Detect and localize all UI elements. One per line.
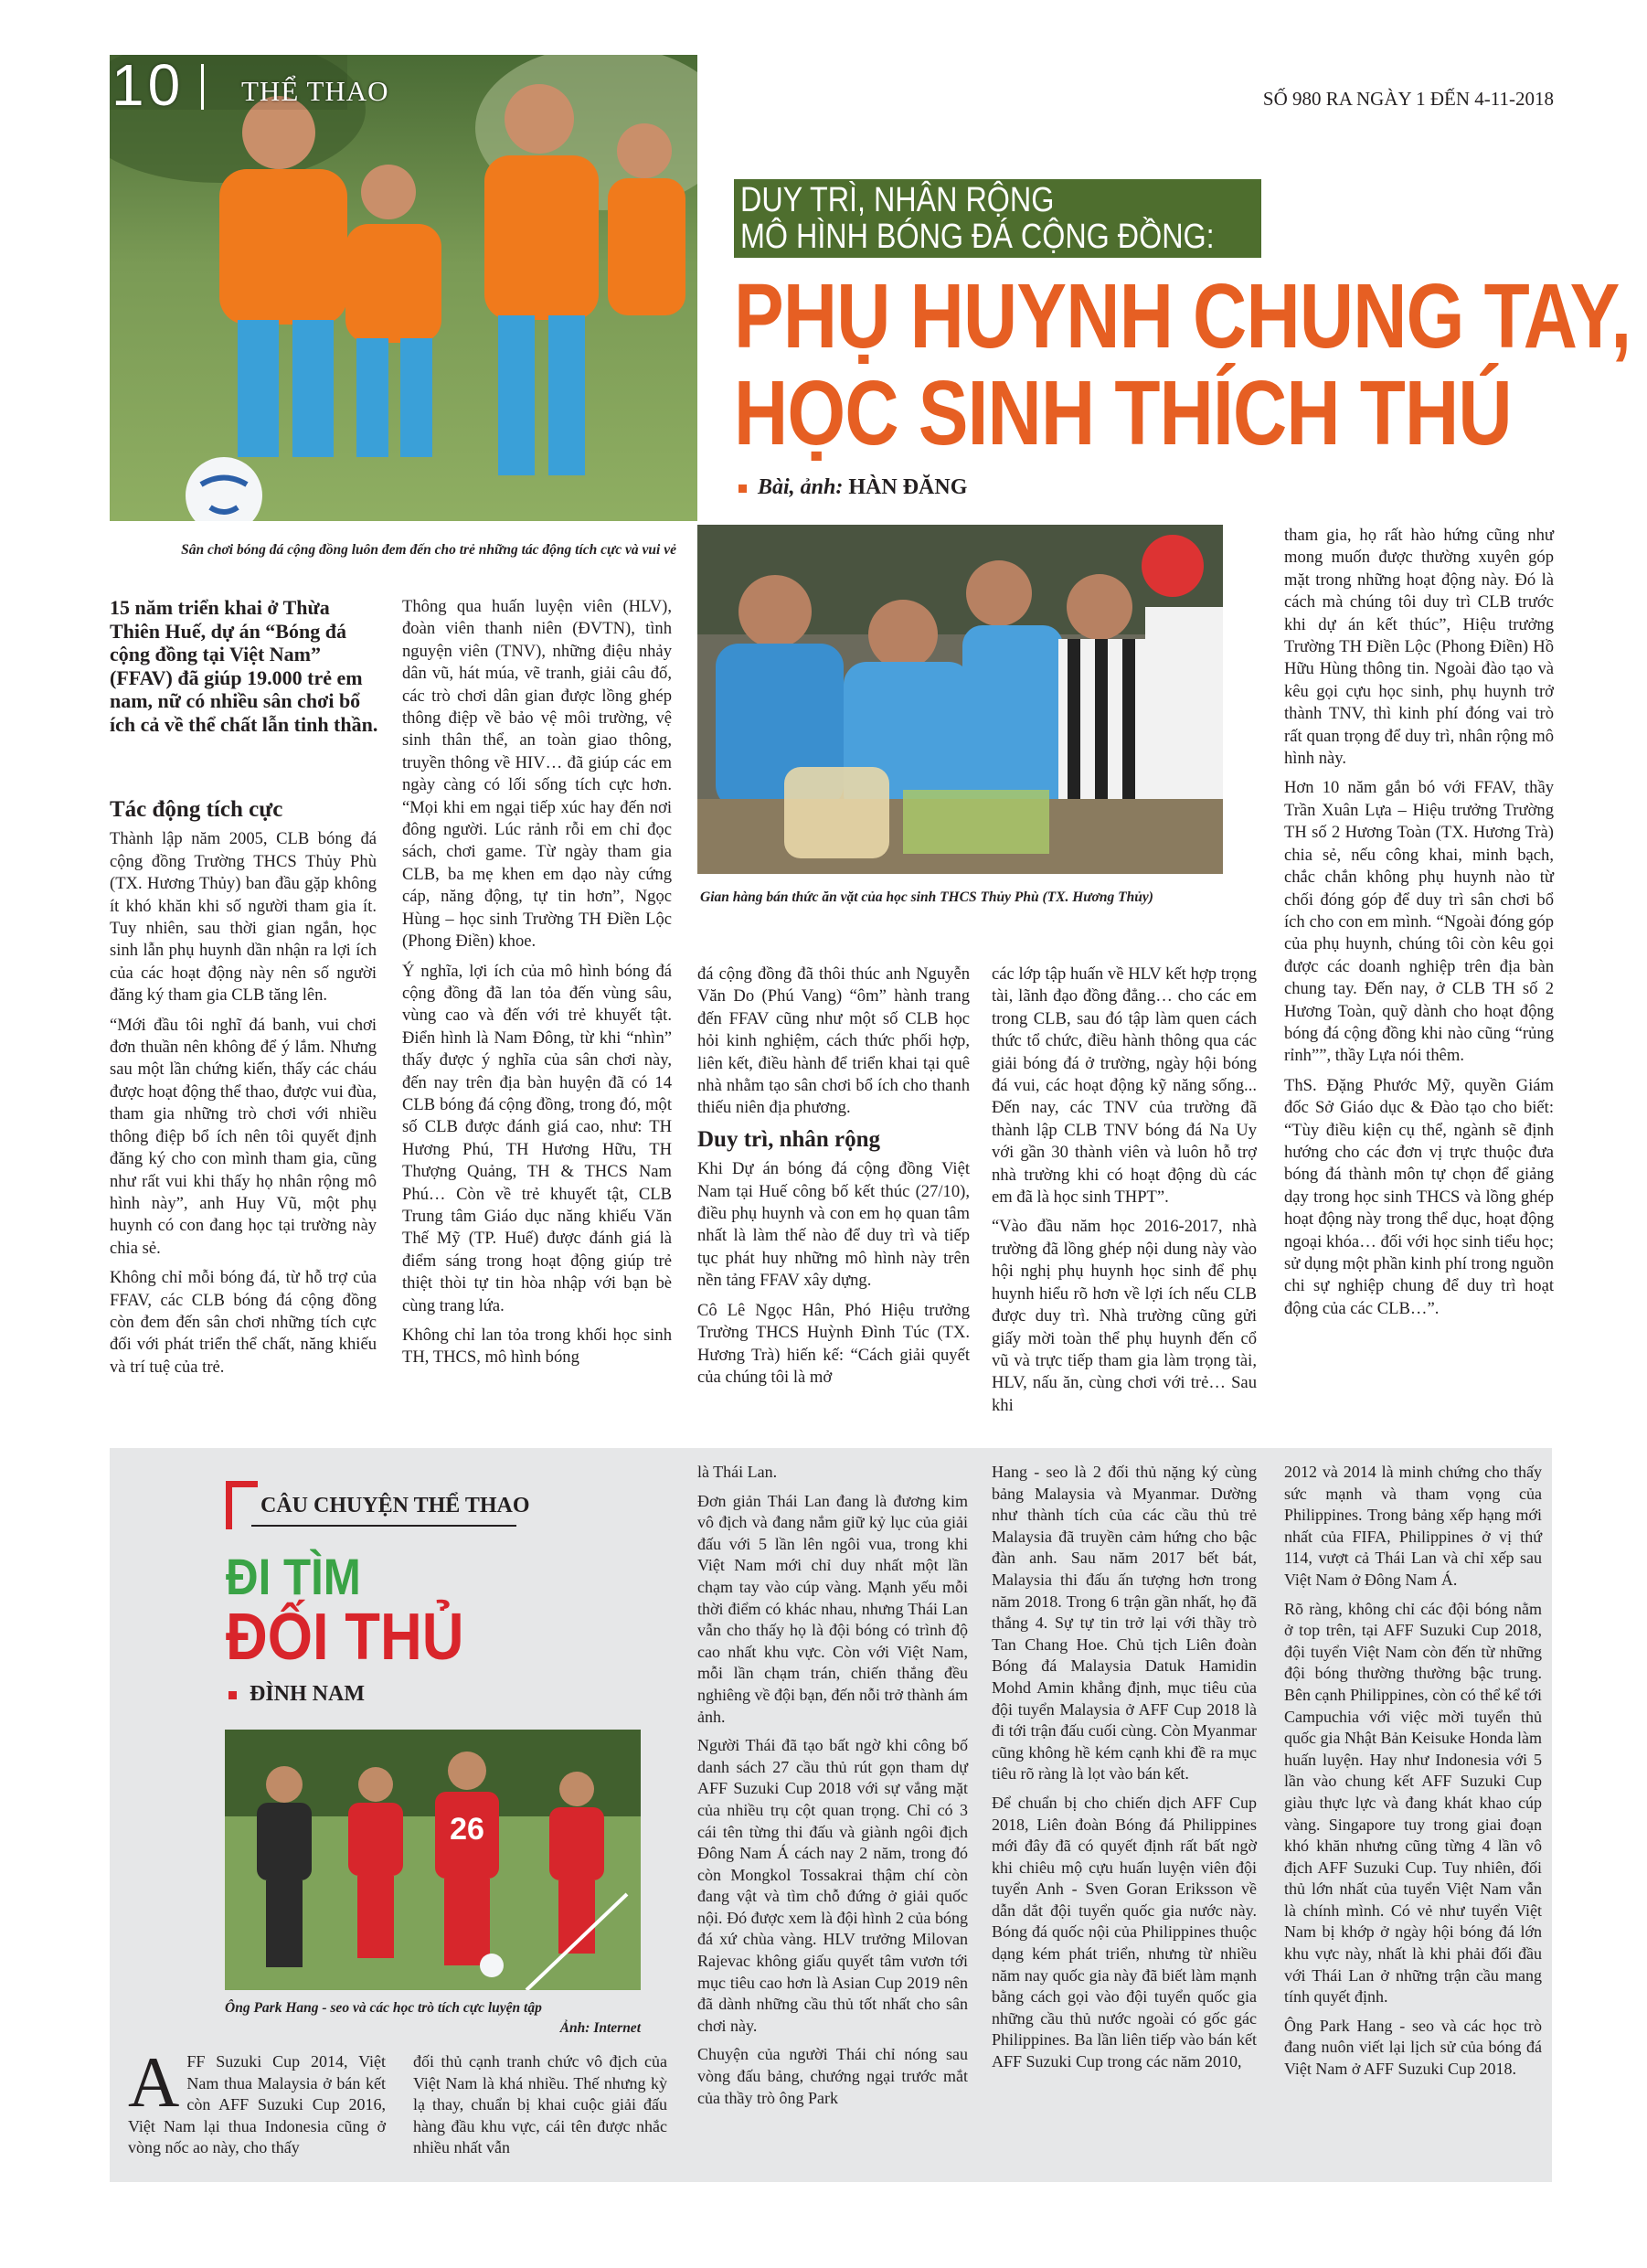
story-author <box>228 1682 365 1707</box>
story-col3-paragraph-3: Người Thái đã tạo bất ngờ khi công bố danh sách 27 cầu thủ rút gọn tham dự AFF Suzuki Cup 2018 với sự vắng mặt của nhiều trụ cột quan trọng. Chỉ có 3 cái tên từng thi đấu và giành ngôi địch Đông Nam Á cách nay 2 năm, trong đó còn Mongkol Tossakrai thậm chí còn đang vật và tìm chỗ đứng ở giải quốc nội. Đó được xem là đội hình 2 của bóng đá xứ chùa vàng. HLV trưởng Milovan Rajevac không giấu quyết tâm vươn tới mục tiêu cao hơn là Asian Cup 2019 nên đã dành những cầu thủ tốt nhất cho sân chơi này. <box>697 1736 968 2035</box>
subheading-duy-tri: Duy trì, nhân rộng <box>697 1126 881 1152</box>
article-column-2 <box>402 596 672 1377</box>
page-number-divider <box>201 64 204 110</box>
col1-paragraph-3: Không chỉ mỗi bóng đá, từ hỗ trợ của FFAV, các CLB bóng đá cộng đồng còn đem đến sân chơi những tích cực đối với phát triển thể chất, năng khiếu và trí tuệ của trẻ. <box>110 1268 377 1377</box>
story-author-bullet <box>228 1691 237 1699</box>
col4-paragraph-2: “Vào đầu năm học 2016-2017, nhà trường đã lồng ghép nội dung này vào hội nghị phụ huynh học sinh để phụ huynh hiểu rõ hơn về lợi ích nếu CLB được duy trì. Nhà trường cũng gửi giấy mời toàn thể phụ huynh đến cổ vũ và trực tiếp tham gia làm trọng tài, HLV, nấu ăn, cùng chơi với trẻ… Sau khi <box>992 1217 1257 1415</box>
story-col5-paragraph-1: 2012 và 2014 là minh chứng cho thấy sức mạnh và tham vọng của Philippines. Trong bảng xếp hạng mới nhất của FIFA, Philippines ở vị thứ 114, vượt cả Thái Lan và chỉ xếp sau Việt Nam ở Đông Nam Á. <box>1284 1463 1542 1589</box>
photo-kids-playing <box>110 52 697 521</box>
article-column-4 <box>992 964 1257 1424</box>
col5-paragraph-1: tham gia, họ rất hào hứng cũng như mong muốn được thường xuyên góp mặt trong những hoạt động này. Đó là cách mà chúng tôi duy trì CLB trước khi dự án kết thúc”, Hiệu trưởng Trường TH Điền Lộc (Phong Điền) Hồ Hữu Hùng thông tin. Ngoài đào tạo và kêu gọi cựu học sinh, phụ huynh trở thành TNV, thì kinh phí đóng vai trò rất quan trọng để duy trì, nhân rộng mô hình này. <box>1284 526 1554 769</box>
photo-food-stall-image <box>697 525 1223 874</box>
svg-text:26: 26 <box>450 1812 484 1847</box>
photo2-caption: Gian hàng bán thức ăn vặt của học sinh THCS Thủy Phù (TX. Hương Thủy) <box>700 889 1153 905</box>
col5-paragraph-3: ThS. Đặng Phước Mỹ, quyền Giám đốc Sở Giáo dục & Đào tạo cho biết: “Tùy điều kiện cụ thể, ngành sẽ định hướng cho các đơn vị trực thuộc đưa bóng đá thành môn tự chọn để giảng dạy trong học sinh THCS và lồng ghép hoạt động này trong thể dục, hoạt động ngoại khóa… đối với học sinh tiểu học; sử dụng một phần kinh phí trong nguồn chi sự nghiệp chung để duy trì hoạt động của các CLB…”. <box>1284 1075 1554 1318</box>
col3-paragraph-1: đá cộng đồng đã thôi thúc anh Nguyễn Văn Do (Phú Vang) “ôm” hành trang đến FFAV cũng như một số CLB học hỏi kinh nghiệm, cách thức phối hợp, liên kết, điều hành để triển khai tại quê nhà nhằm tạo sân chơi bổ ích cho thanh thiếu niên địa phương. <box>697 964 970 1118</box>
story-col2-paragraph-1: đối thủ cạnh tranh chức vô địch của Việt Nam là khá nhiều. Thế nhưng kỳ lạ thay, chuẩn bị khai cuộc giải đấu hàng đầu khu vực, cái tên được nhắc nhiều nhất vẫn <box>413 2052 667 2157</box>
byline-label: Bài, ảnh: <box>758 475 844 499</box>
story-column-5 <box>1284 1462 1542 2088</box>
photo-food-stall <box>697 525 1223 874</box>
col3-paragraph-2: Khi Dự án bóng đá cộng đồng Việt Nam tại Huế công bố kết thúc (27/10), điều phụ huynh và con em họ quan tâm nhất là làm thế nào để duy trì và tiếp tục phát huy những mô hình này trên nền tảng FFAV xây dựng. <box>697 1159 970 1291</box>
col3-paragraph-3: Cô Lê Ngọc Hân, Phó Hiệu trưởng Trường THCS Huỳnh Đình Túc (TX. Hương Trà) hiến kế: “Cách giải quyết của chúng tôi là mở <box>697 1300 970 1387</box>
photo-kids-playing-image <box>110 52 697 521</box>
section-label: THỂ THAO <box>241 75 389 107</box>
story-column-4 <box>992 1462 1257 2081</box>
story-col4-paragraph-2: Để chuẩn bị cho chiến dịch AFF Cup 2018, Liên đoàn Bóng đá Philippines mới đây đã có quyết định rất bất ngờ khi chiêu mộ cựu huấn luyện viên đội tuyển Anh - Sven Goran Eriksson về dẫn dắt đội tuyển quốc gia nước này. Bóng đá quốc nội của Philippines thuộc dạng kém phát triển, nhưng từ nhiều năm nay quốc gia này đã biết làm mạnh bằng cách gọi vào đội tuyển quốc gia những cầu thủ nước ngoài có gốc gác Philippines. Ba lần liên tiếp vào bán kết AFF Suzuki Cup trong các năm 2010, <box>992 1793 1257 2071</box>
col5-paragraph-2: Hơn 10 năm gắn bó với FFAV, thầy Trần Xuân Lựa – Hiệu trưởng Trường TH số 2 Hương Toàn (TX. Hương Trà) chia sẻ, nếu công khai, minh bạch, chắc chắn không phụ huynh nào từ chối đóng góp để duy trì sân chơi bổ ích cho con em mình. “Ngoài đóng góp của phụ huynh, chúng tôi còn kêu gọi được các doanh nghiệp trên địa bàn chung tay. Đến nay, ở CLB TH số 2 Hương Toàn, quỹ dành cho hoạt động bóng đá cộng đồng khi nào cũng “rủng rỉnh””, thầy Lựa nói thêm. <box>1284 778 1554 1066</box>
story-col3-paragraph-4: Chuyện của người Thái chỉ nóng sau vòng đấu bảng, chướng ngại trước mắt của thầy trò ông Park <box>697 2045 968 2107</box>
story-title-line-2: ĐỐI THỦ <box>226 1601 464 1674</box>
byline <box>738 475 967 500</box>
story-title-line-1: ĐI TÌM <box>226 1548 361 1605</box>
story-column-3 <box>697 1462 968 2116</box>
story-col5-paragraph-2: Rõ ràng, không chỉ các đội bóng nằm ở top trên, tại AFF Suzuki Cup 2018, đội tuyển Việt Nam còn đến từ những đội bóng thường thường bậc trung. Bên cạnh Philippines, còn có thể kể tới Campuchia với việc mời tuyển thủ quốc gia Nhật Bản Keisuke Honda làm huấn luyện. Hay như Indonesia với 5 lần vào chung kết AFF Suzuki Cup giàu thực lực và đang khát khao cúp vàng. Singapore tuy trong giai đoạn khó khăn nhưng cũng từng 4 lần vô địch AFF Suzuki Cup. Tuy nhiên, đối thủ lớn nhất của tuyển Việt Nam vẫn là chính mình. Có vẻ như tuyển Việt Nam bị khớp ở ngày hội bóng đá lớn khu vực này, nhất là khi phải đối đầu với Thái Lan ở những trận cầu mang tính quyết định. <box>1284 1599 1542 2007</box>
photo-park-hang-seo <box>225 1730 641 1990</box>
byline-author: HÀN ĐĂNG <box>848 475 968 499</box>
lead-paragraph: 15 năm triển khai ở Thừa Thiên Huế, dự án “Bóng đá cộng đồng tại Việt Nam” (FFAV) đã giúp 19.000 trẻ em nam, nữ có nhiều sân chơi bổ ích cả về thể chất lẫn tinh thần. <box>110 596 378 736</box>
photo-park-hang-seo-image <box>225 1730 641 1990</box>
story-column-2 <box>413 2051 667 2167</box>
kicker-line-2: MÔ HÌNH BÓNG ĐÁ CỘNG ĐỒNG: <box>740 218 1215 256</box>
story-column-label <box>226 1481 530 1532</box>
byline-bullet <box>738 484 747 493</box>
column-label-text: CÂU CHUYỆN THỂ THAO <box>260 1494 530 1517</box>
story-col3-paragraph-2: Đơn giản Thái Lan đang là đương kim vô địch và đang nắm giữ kỷ lục của giải đấu với 5 lần lên ngôi vua, trong khi Việt Nam mới chỉ duy nhất một lần chạm tay vào cúp vàng. Mạnh yếu mỗi thời điểm có khác nhau, nhưng Thái Lan vẫn cho thấy họ là đội bóng có trình độ cao nhất khu vực. Còn với Việt Nam, mỗi lần chạm trán, chiến thắng đều nghiêng về đội bạn, đến nỗi trở thành ám ảnh. <box>697 1491 968 1726</box>
article-column-1 <box>110 799 377 1386</box>
col2-paragraph-2: Ý nghĩa, lợi ích của mô hình bóng đá cộng đồng đã lan tỏa đến vùng sâu, vùng cao và đến với trẻ khuyết tật. Điển hình là Nam Đông, từ khi “nhìn” thấy được ý nghĩa của sân chơi này, đến nay trên địa bàn huyện đã có 14 CLB bóng đá cộng đồng, trong đó, một số CLB được đánh giá cao, như: TH Hương Phú, TH Hương Hữu, TH Thượng Quảng, TH & THCS Nam Phú… Còn về trẻ khuyết tật, CLB Trung tâm Giáo dục năng khiếu Văn Thế Mỹ (TP. Huế) được đánh giá là điểm sáng trong hoạt động giúp trẻ thiệt thòi tự tin hòa nhập với bạn bè cùng trang lứa. <box>402 961 672 1315</box>
kicker-line-1: DUY TRÌ, NHÂN RỘNG <box>740 181 1055 219</box>
story-col1-paragraph-1: FF Suzuki Cup 2014, Việt Nam thua Malaysia ở bán kết còn AFF Suzuki Cup 2016, Việt Nam lại thua Indonesia cũng ở vòng nốc ao này, cho thấy <box>128 2052 386 2157</box>
col1-paragraph-1: Thành lập năm 2005, CLB bóng đá cộng đồng Trường THCS Thủy Phù (TX. Hương Thủy) ban đầu gặp không ít khó khăn khi số người tham gia ít. Tuy nhiên, sau thời gian ngắn, học sinh lẫn phụ huynh dần nhận ra lợi ích của các hoạt động này nên số người đăng ký tham gia CLB tăng lên. <box>110 829 377 1006</box>
story-author-name: ĐÌNH NAM <box>250 1682 365 1706</box>
column-label-underline <box>251 1525 516 1527</box>
col2-paragraph-1: Thông qua huấn luyện viên (HLV), đoàn viên thanh niên (ĐVTN), tình nguyện viên (TNV), những điệu nhảy dân vũ, hát múa, vẽ tranh, giải câu đố, các trò chơi dân gian được lồng ghép thông điệp về bảo vệ môi trường, vệ sinh thân thể, an toàn giao thông, truyền thông về HIV… đã giúp các em ngày càng có lối sống tích cực hơn. “Mọi khi em ngại tiếp xúc hay đến nơi đông người. Lúc rảnh rỗi em chỉ đọc sách, chơi game. Từ ngày tham gia CLB, ba mẹ khen em dạo này cứng cáp, năng động, tự tin hơn”, Ngọc Hùng – học sinh Trường TH Điền Lộc (Phong Điền) khoe. <box>402 597 672 952</box>
photo1-caption: Sân chơi bóng đá cộng đồng luôn đem đến cho trẻ những tác động tích cực và vui vẻ <box>181 542 676 558</box>
story-col4-paragraph-1: Hang - seo là 2 đối thủ nặng ký cùng bảng Malaysia và Myanmar. Dường như thành tích của các cầu thủ trẻ Malaysia đã truyền cảm hứng cho bậc đàn anh. Sau năm 2017 bết bát, Malaysia thi đấu ấn tượng hơn trong năm 2018. Trong 6 trận gần nhất, họ đã thắng 4. Sự tự tin trở lại với thầy trò Tan Chang Hoe. Chủ tịch Liên đoàn Bóng đá Malaysia Datuk Hamidin Mohd Amin khẳng định, mục tiêu của đội tuyển Malaysia ở AFF Cup 2018 là đi tới trận đấu cuối cùng. Còn Myanmar cũng không hề kém cạnh khi đề ra mục tiêu rõ ràng là lọt vào bán kết. <box>992 1463 1257 1784</box>
col2-paragraph-3: Không chỉ lan tỏa trong khối học sinh TH, THCS, mô hình bóng <box>402 1326 672 1368</box>
story-photo-credit: Ảnh: Internet <box>559 2020 641 2036</box>
story-col3-paragraph-1: là Thái Lan. <box>697 1463 778 1481</box>
subheading-tac-dong: Tác động tích cực <box>110 797 283 822</box>
story-photo-caption: Ông Park Hang - seo và các học trò tích cực luyện tập <box>225 2000 542 2016</box>
headline-line-1: PHỤ HUYNH CHUNG TAY, <box>734 265 1631 367</box>
article-column-3 <box>697 964 970 1396</box>
story-column-1 <box>128 2042 386 2159</box>
column-label-bracket <box>226 1481 258 1529</box>
col1-paragraph-2: “Mới đầu tôi nghĩ đá banh, vui chơi đơn thuần nên không để ý lắm. Nhưng sau một lần chứng kiến, thấy các cháu được hoạt động thể thao, được vui đùa, tham gia những trò chơi với nhiều thông điệp bổ ích nên tôi quyết định đăng ký cho con mình tham gia, cũng như rất vui khi thấy họ nhân rộng mô hình này”, anh Huy Vũ, một phụ huynh có con đang học tại trường này chia sẻ. <box>110 1015 377 1258</box>
story-col5-paragraph-3: Ông Park Hang - seo và các học trò đang nuôn viết lại lịch sử của bóng đá Việt Nam ở AFF Suzuki Cup 2018. <box>1284 2016 1542 2079</box>
issue-info: SỐ 980 RA NGÀY 1 ĐẾN 4-11-2018 <box>1262 88 1554 110</box>
article-column-5 <box>1284 525 1554 1327</box>
drop-cap: A <box>128 2042 180 2122</box>
ball <box>480 1954 504 1977</box>
headline-line-2: HỌC SINH THÍCH THÚ <box>734 362 1512 464</box>
col4-paragraph-1: các lớp tập huấn về HLV kết hợp trọng tài, lãnh đạo đồng đẳng… cho các em trong CLB, sau đó tập làm quen cách thức tổ chức, điều hành thông qua các giải bóng đá ở trường, ngày hội bóng đá vui, các hoạt động kỹ năng sống... Đến nay, các TNV của trường đã thành lập CLB TNV bóng đá Na Uy với gần 30 thành viên và luôn hỗ trợ nhà trường khi có hoạt động dù các em đã là học sinh THPT”. <box>992 964 1257 1208</box>
page-number: 10 <box>112 52 185 118</box>
